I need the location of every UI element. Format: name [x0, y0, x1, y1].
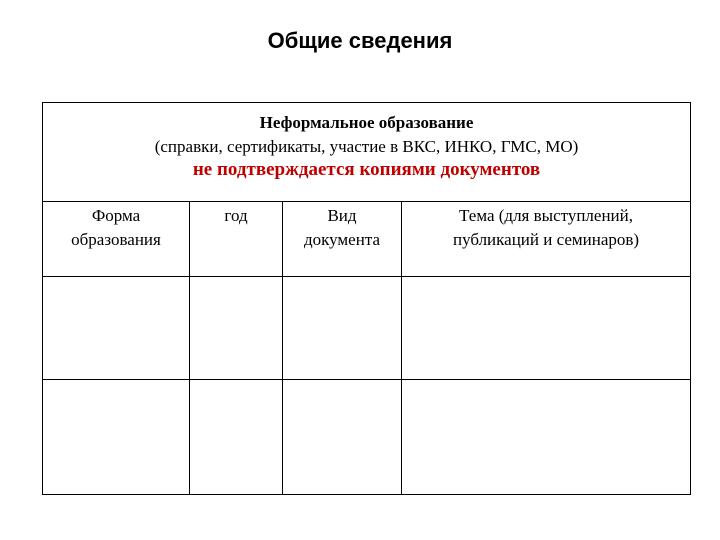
table-row — [43, 277, 691, 380]
table-row — [43, 380, 691, 495]
column-header-row — [43, 202, 691, 277]
table-cell — [402, 380, 691, 495]
table-cell — [190, 277, 283, 380]
column-header-doc-type — [283, 202, 402, 277]
column-header-form — [43, 202, 190, 277]
table-header-subtitle: (справки, сертификаты, участие в ВКС, ИНКО, ГМС, МО) — [154, 137, 579, 156]
table-header-title: Неформальное образование — [259, 113, 474, 132]
table-cell — [283, 277, 402, 380]
column-header-topic-label: Тема (для выступлений, публикаций и семинаров) — [452, 206, 640, 249]
page-title: Общие сведения — [267, 28, 453, 53]
table-cell — [402, 277, 691, 380]
column-header-year — [190, 202, 283, 277]
column-header-year-label: год — [224, 206, 248, 225]
column-header-doc-type-label: Вид документа — [303, 206, 381, 249]
table-header — [43, 103, 691, 202]
table-cell — [43, 380, 190, 495]
table-header-note: не подтверждается копиями документов — [192, 159, 541, 180]
column-header-topic — [402, 202, 691, 277]
table-cell — [190, 380, 283, 495]
column-header-form-label: Форма образования — [71, 206, 161, 249]
table-cell — [43, 277, 190, 380]
table-cell — [283, 380, 402, 495]
education-table — [42, 102, 691, 495]
table-header-row — [43, 103, 691, 202]
